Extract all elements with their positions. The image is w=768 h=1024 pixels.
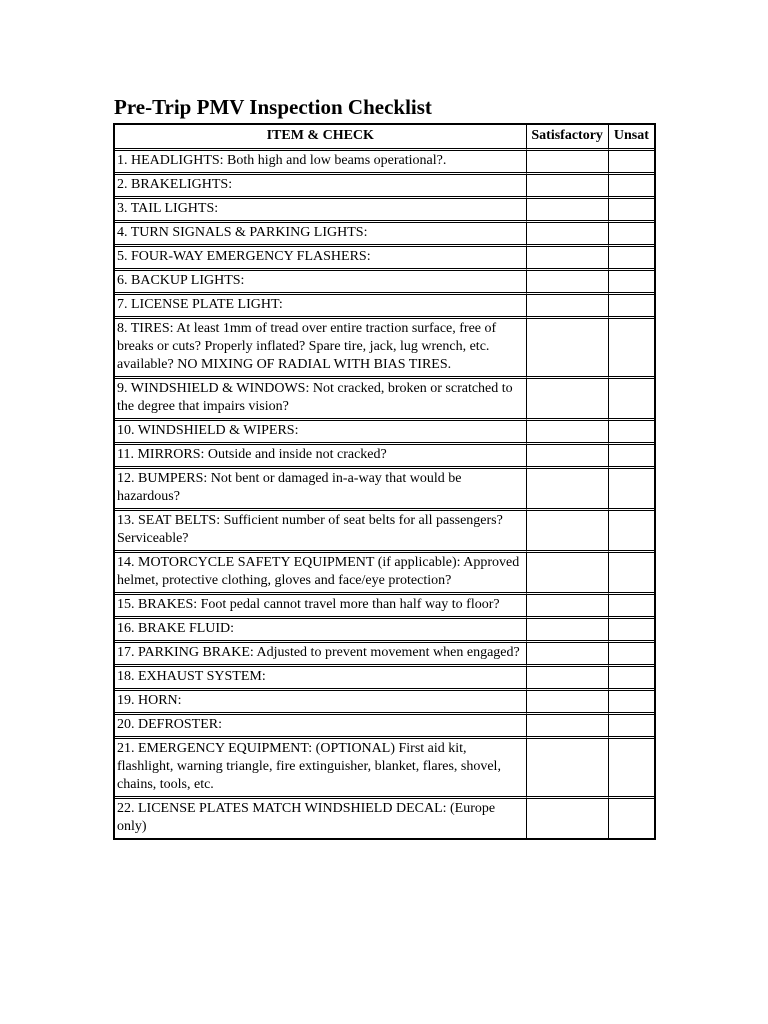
unsat-cell[interactable] [609,799,654,838]
unsat-cell[interactable] [609,199,654,223]
unsat-cell[interactable] [609,469,654,511]
satisfactory-column-header: Satisfactory [527,125,609,151]
checklist-item-text: 12. BUMPERS: Not bent or damaged in-a-way that would be hazardous? [115,469,527,511]
table-row [115,295,654,319]
item-check-column-header: ITEM & CHECK [115,125,527,151]
checklist-item-text: 7. LICENSE PLATE LIGHT: [115,295,527,319]
satisfactory-cell[interactable] [527,151,609,175]
table-row [115,595,654,619]
inspection-checklist-table [113,123,656,840]
unsat-cell[interactable] [609,715,654,739]
checklist-item-text: 2. BRAKELIGHTS: [115,175,527,199]
unsat-cell[interactable] [609,643,654,667]
table-row [115,553,654,595]
checklist-item-text: 13. SEAT BELTS: Sufficient number of seat belts for all passengers? Serviceable? [115,511,527,553]
satisfactory-cell[interactable] [527,223,609,247]
checklist-item-text: 3. TAIL LIGHTS: [115,199,527,223]
satisfactory-cell[interactable] [527,511,609,553]
checklist-item-text: 19. HORN: [115,691,527,715]
unsat-cell[interactable] [609,175,654,199]
satisfactory-cell[interactable] [527,421,609,445]
table-row [115,469,654,511]
table-row [115,739,654,799]
unsat-cell[interactable] [609,553,654,595]
satisfactory-cell[interactable] [527,667,609,691]
table-row [115,667,654,691]
unsat-cell[interactable] [609,511,654,553]
table-row [115,421,654,445]
checklist-item-text: 1. HEADLIGHTS: Both high and low beams operational?. [115,151,527,175]
satisfactory-cell[interactable] [527,619,609,643]
table-row [115,223,654,247]
unsat-cell[interactable] [609,247,654,271]
satisfactory-cell[interactable] [527,295,609,319]
unsat-cell[interactable] [609,739,654,799]
unsat-cell[interactable] [609,319,654,379]
satisfactory-cell[interactable] [527,445,609,469]
table-row [115,175,654,199]
satisfactory-cell[interactable] [527,379,609,421]
satisfactory-cell[interactable] [527,319,609,379]
checklist-item-text: 14. MOTORCYCLE SAFETY EQUIPMENT (if applicable): Approved helmet, protective clothing, gloves and face/eye protection? [115,553,527,595]
table-row [115,619,654,643]
checklist-body [115,151,654,838]
unsat-cell[interactable] [609,271,654,295]
unsat-cell[interactable] [609,619,654,643]
table-row [115,271,654,295]
checklist-item-text: 16. BRAKE FLUID: [115,619,527,643]
checklist-item-text: 11. MIRRORS: Outside and inside not cracked? [115,445,527,469]
unsat-cell[interactable] [609,595,654,619]
table-row [115,691,654,715]
checklist-item-text: 8. TIRES: At least 1mm of tread over entire traction surface, free of breaks or cuts? Properly inflated? Spare tire, jack, lug wrench, etc. available? NO MIXING OF RADIAL WITH BIAS TIRES. [115,319,527,379]
satisfactory-cell[interactable] [527,799,609,838]
table-row [115,643,654,667]
table-row [115,379,654,421]
checklist-item-text: 6. BACKUP LIGHTS: [115,271,527,295]
table-header-row [115,125,654,151]
unsat-cell[interactable] [609,223,654,247]
satisfactory-cell[interactable] [527,595,609,619]
satisfactory-cell[interactable] [527,715,609,739]
unsat-cell[interactable] [609,295,654,319]
table-row [115,445,654,469]
unsat-cell[interactable] [609,151,654,175]
checklist-item-text: 4. TURN SIGNALS & PARKING LIGHTS: [115,223,527,247]
unsat-cell[interactable] [609,691,654,715]
checklist-item-text: 17. PARKING BRAKE: Adjusted to prevent movement when engaged? [115,643,527,667]
table-row [115,799,654,838]
satisfactory-cell[interactable] [527,643,609,667]
checklist-item-text: 10. WINDSHIELD & WIPERS: [115,421,527,445]
checklist-item-text: 21. EMERGENCY EQUIPMENT: (OPTIONAL) First aid kit, flashlight, warning triangle, fire extinguisher, blanket, flares, shovel, chains, tools, etc. [115,739,527,799]
unsat-cell[interactable] [609,421,654,445]
checklist-item-text: 22. LICENSE PLATES MATCH WINDSHIELD DECAL: (Europe only) [115,799,527,838]
satisfactory-cell[interactable] [527,175,609,199]
satisfactory-cell[interactable] [527,691,609,715]
table-row [115,511,654,553]
page-title: Pre-Trip PMV Inspection Checklist [114,95,432,119]
table-row [115,151,654,175]
table-row [115,199,654,223]
unsat-column-header: Unsat [609,125,654,151]
unsat-cell[interactable] [609,379,654,421]
checklist-item-text: 9. WINDSHIELD & WINDOWS: Not cracked, broken or scratched to the degree that impairs vision? [115,379,527,421]
checklist-item-text: 20. DEFROSTER: [115,715,527,739]
table-row [115,319,654,379]
satisfactory-cell[interactable] [527,553,609,595]
checklist-item-text: 18. EXHAUST SYSTEM: [115,667,527,691]
table-row [115,715,654,739]
satisfactory-cell[interactable] [527,247,609,271]
satisfactory-cell[interactable] [527,199,609,223]
unsat-cell[interactable] [609,445,654,469]
checklist-item-text: 15. BRAKES: Foot pedal cannot travel more than half way to floor? [115,595,527,619]
unsat-cell[interactable] [609,667,654,691]
checklist-item-text: 5. FOUR-WAY EMERGENCY FLASHERS: [115,247,527,271]
satisfactory-cell[interactable] [527,469,609,511]
satisfactory-cell[interactable] [527,271,609,295]
satisfactory-cell[interactable] [527,739,609,799]
table-row [115,247,654,271]
